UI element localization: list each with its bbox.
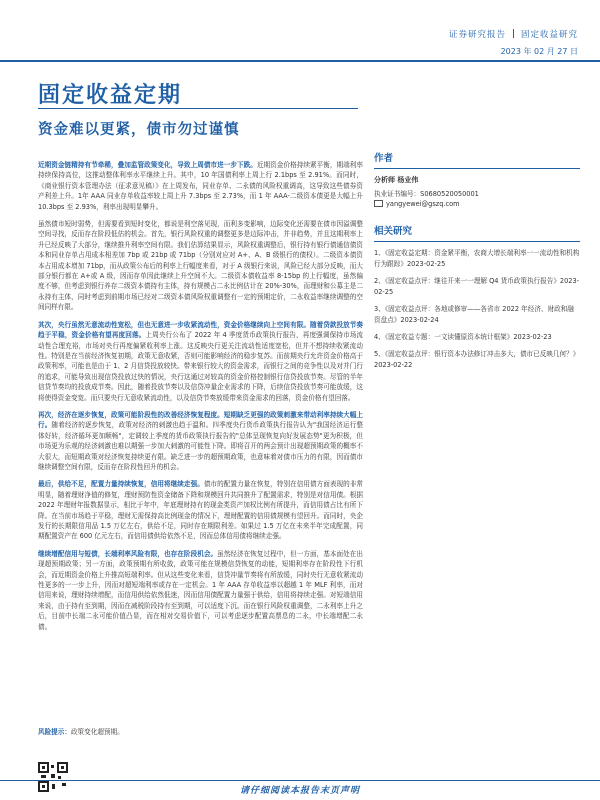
- paragraph-5-text: 债市的配置力量在恢复，特别在信用债方面表现的非常明显，随着理财净值的修复，理财预防性资金储备下降和规模回升共同推升了配置需求，特别是对信用债。根据 2022 年理财年报数据显示，相比于年中，年底理财持有的现金类资产加权比例有所提升，而信用债占比有所下降。在当前市场趋于平稳，理财无需保持高比例现金的情况下，理财配置的信用债规模有望回升。而同时，央企发行的长期限信用品 1.5 万亿左右，供给不足，同时存在期限利差。如果过 1.5 万亿在未来半年完成配置，同期配置资产在 600 亿元左右，而信用债供给依然不足，因而总体信用债将继续走强。: [38, 480, 364, 541]
- paragraph-1: [38, 160, 363, 212]
- related-list: [374, 248, 580, 371]
- tag-fixed-income: 固定收益研究: [520, 30, 578, 40]
- tag-securities-report: 证券研究报告: [448, 30, 506, 40]
- report-subtitle: 资金难以更紧，债市勿过谨慎: [38, 122, 240, 138]
- sidebar: [374, 150, 580, 377]
- risk-text: 政策变化超预期。: [70, 728, 124, 736]
- related-item[interactable]: 5、《固定收益点评：银行资本办法修订冲击多大，债市已反映几何？》2023-02-22: [374, 350, 580, 369]
- paragraph-6: [38, 549, 363, 632]
- footer-divider: [0, 780, 600, 781]
- report-date: 2023 年 02 月 27 日: [500, 47, 578, 56]
- paragraph-1-lead: 近期资金链精持有节牵稀，叠加监管政策变化，导致上周债市进一步下跌。: [38, 161, 257, 169]
- author-names: 分析师 杨业伟: [374, 176, 419, 184]
- related-item[interactable]: 2、《固定收益点评：继往开来一一理解 Q4 货币政策执行报告》2023-02-25: [374, 277, 580, 296]
- tag-separator: [513, 29, 514, 38]
- paragraph-4-text: 随着经济的逐步恢复，政策对经济的刺激也趋于温和。四季度央行货币政策执行报告认为"我国经济运行整体好转，经济循环更加顺畅"，定调较上季度的货币政策执行报告的"总体呈现恢复向好发展态势"更为积极，但市场更为乐观的经济刺激也难以期强一步加大刺激的可能性下降。即将召开的两会预计出现超预期政策的概率不大很大，而短期政策对经济恢复持续更有限。缺乏进一步的超预期政策，也意味着对债市压力的有限，因而债市继续调整空间有限，反而存在阶段性回升的机会。: [38, 421, 364, 471]
- related-item[interactable]: 1、《固定收益定期：资金紧平衡，农商大增长端利率一一流动性和机构行为跟踪》2023-02-25: [374, 249, 580, 268]
- paragraph-4-lead: 再次，经济在逐步恢复，政策可能阶段性的改善经济恢复程度。短期缺乏更强的政策刺激来带动利率持续大幅上行。: [38, 410, 363, 430]
- paragraph-5: [38, 479, 363, 541]
- main-body: [38, 160, 363, 639]
- footer-note: 请仔细阅读本报告末页声明: [239, 786, 360, 796]
- paragraph-2: 虽然债市短时弱势，但需要看到短时变化，都说是利空落见现，而利多变影响，边际变化还需要在债市因溢调整空间寻找，反而存在阶段低估的机会。首先，银行风险权重的调整更多是边际冲击，并非趋势，并且这期利率上升已经反映了大部分，继续推升利率空间有限。我们估算结果显示，风险权重调整后，银行持有银行债通信债资本和同业存单占用成本相差加 7bp 或 21bp 或 71bp（分别对应对 A+、A、B 级银行的债权）。二级资本债资本占用成本增加 71bp，而从政策公布后的利率上行幅度来看，对于 A 级银行来说，风险已经大部分反映，而大部分银行都在 A+或 A 级，因而存单因此继续上升空间不大。二级资本债收益率 8-15bp 的上行幅度，虽然偏度不够，但考虑到银行养存二级资本债持有主体，持有规模占二永比例估计在 20%-30%，而理财和公募主是二永持有主体，同时考虑到前期市场已经对二级资本债风险权重调整有一定的预期定价，二永收益率继续调整的空间同样有限。: [38, 220, 363, 312]
- related-item[interactable]: 4、《固定收益专题：一文读懂原资本统计框架》2023-02-23: [374, 333, 552, 341]
- related-item[interactable]: 3、《固定收益点评：各地或修审——各省市 2022 年经济、财政和融资盘点》2023-02-24: [374, 305, 574, 324]
- paragraph-3-text: 上周央行公布了 2022 年 4 季度货币政策执行报告，再度强调保持市场流动性合理充裕，市场对央行再度偏紧收利率上涨。这反映央行更关注流动性适度宽松，但并不想持续收紧流动性。特别是在当前经济恢复初期，政策无意收紧，否则可能影响经济的稳步复苏。而前期央行允许资金价格高于政策利率，可能也是由于 1、2 月信贷投放较快。带来银行较大的资金需求，而银行之间的竞争性以及对并门行的追求，可能导致出现信贷投放过快的情况，央行这通过对较高的资金价格控制银行信贷投放节奏。尽管的半年信贷节奏均的投放成节奏。因此，随着投放节奏以及信贷冲量企业需求的下降，后续信贷投放节奏可能放缓，这将使得资金变宽。而只要央行无意收紧流动性，以及信贷节奏放缓带来资金需求的回落，资金价格有望回落。: [38, 331, 364, 402]
- authors-heading: 作者: [374, 153, 394, 164]
- paragraph-1-text: 近期资金价格持续紧平衡，期端利率持续保持高位，这推动整体利率水平继续上升。其中，10 年国债利率上周上行 2.1bps 至 2.91%。而同时，《商业银行资本管理办法（征求意见稿）》在上周发布，同业存单、二永债的风险权重调高，这导致这些债券资产利差上升。1年 AAA 同业存单收益率较上周上升 7.3bps 至 2.73%，而 1 年 AAA-二级资本债更是大幅上升 10.3bps 至 2.93%，利率出现明显攀升。: [38, 161, 364, 211]
- risk-note: [38, 726, 124, 736]
- paragraph-6-lead: 继续增配信用与短债，长端利率风险有限，也存在阶段机会。: [38, 549, 218, 558]
- paragraph-5-lead: 最后，供给不足，配置力量持续恢复，信用将继续走强。: [38, 480, 204, 489]
- author-email-row: [374, 199, 580, 209]
- paragraph-4: [38, 410, 363, 472]
- author-email-link[interactable]: yangyewei@gszq.com: [386, 200, 460, 208]
- risk-label: 风险提示：: [38, 728, 71, 736]
- mail-icon: [374, 200, 383, 207]
- author-license: 执业证书编号：S0680520050001: [374, 190, 479, 198]
- header-divider: [0, 60, 600, 62]
- header-tags: [449, 28, 578, 40]
- related-divider: [374, 241, 580, 242]
- related-heading: 相关研究: [374, 226, 413, 237]
- paragraph-3: [38, 320, 363, 403]
- paragraph-6-text: 虽然经济在恢复过程中，但一方面，基本面处在出现超预期政策；另一方面，政策预期有所收敛，政策可能在规模信贷恢复的动能，短期利率存在阶段性下行机会，而近期资金价格上升推高短端利率。但从这些变化来看，信贷冲量节奏将有所放缓，同时央行无意收紧流动性更多的一一步上升，因而对超短端利率或存在一定机会。1 年 AAA 存单收益率以超越 1 年 MLF 利率，而对信用来说，理财持续增配，而信用供给依然低迷，因而信用债配置力量强于供给，信用将持续走强。对短端信用来说，由于持有至到期，因而在减税阶段持有至到期，可以适度下沉。而在银行风险权重调整，二永利率上升之后，目前中长端二永可能价值凸显，而在相对交易价值下，可以考虑逐步配置高票息的二永，中长端增配二永债。: [38, 549, 364, 631]
- authors-divider: [374, 168, 580, 169]
- report-title: 固定收益定期: [38, 83, 183, 108]
- title-divider: [38, 108, 358, 109]
- paragraph-3-lead: 其次，央行虽然无意流动性宽松，但也无意进一步收紧流动性，资金价格继续向上空间有限。随着贷款投放节奏趋于平稳，资金价格有望再度回落。: [38, 320, 363, 340]
